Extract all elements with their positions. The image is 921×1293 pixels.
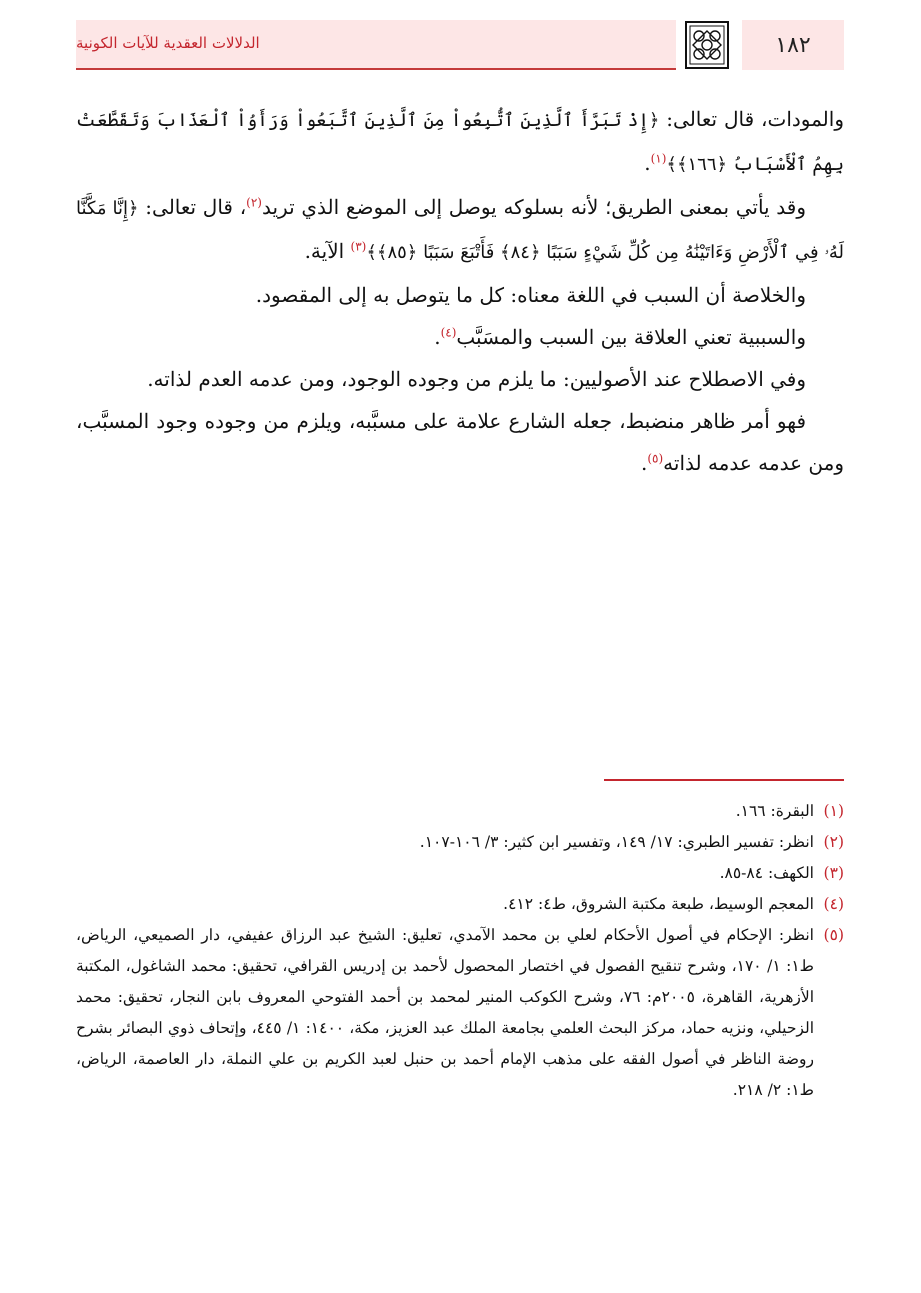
header-band xyxy=(76,20,676,70)
footnote-number: (٥) xyxy=(823,926,844,944)
footnote-ref: (٤) xyxy=(440,325,457,340)
footnote xyxy=(76,920,844,1106)
paragraph xyxy=(76,400,844,484)
page-header xyxy=(76,20,844,70)
paragraph xyxy=(76,316,844,358)
quran-quote: ﴿إِنَّا مَكَّنَّا لَهُۥ فِي ٱلْأَرْضِ وَءَاتَيْنَٰهُ مِن كُلِّ شَيْءٍ سَبَبًا ﴿٨٤﴾ فَأَتْبَعَ سَبَبًا ﴿٨٥﴾﴾ xyxy=(76,198,844,263)
text-span: فهو أمر ظاهر منضبط، جعله الشارع علامة على مسبَّبه، ويلزم من وجوده وجود المسبَّب، ومن عدمه عدمه لذاته xyxy=(76,409,844,475)
footnote xyxy=(76,858,844,889)
paragraph xyxy=(76,186,844,274)
footnote-text: انظر: الإحكام في أصول الأحكام لعلي بن محمد الآمدي، تعليق: الشيخ عبد الرزاق عفيفي، دار الصميعي، الرياض، ط١: ١/ ١٧٠، وشرح تنقيح الفصول في اختصار المحصول لأحمد بن إدريس القرافي، تحقيق: محمد الشاغول، المكتبة الأزهرية، القاهرة، ٢٠٠٥م: ٧٦، وشرح الكوكب المنير لمحمد بن أحمد الفتوحي المعروف بابن النجار، تحقيق: محمد الزحيلي، ونزيه حماد، مركز البحث العلمي بجامعة الملك عبد العزيز، مكة، ١٤٠٠: ١/ ٤٤٥، وإتحاف ذوي البصائر بشرح روضة الناظر في أصول الفقه على مذهب الإمام أحمد بن حنبل لعبد الكريم بن علي النملة، دار العاصمة، الرياض، ط١: ٢/ ٢١٨. xyxy=(76,926,815,1099)
ornament-icon xyxy=(682,20,732,70)
footnote-ref: (١) xyxy=(650,151,667,166)
text-span: . xyxy=(640,451,648,475)
main-text xyxy=(76,98,844,484)
paragraph xyxy=(76,98,844,186)
footnote xyxy=(76,827,844,858)
page-number: ١٨٢ xyxy=(742,20,844,70)
footnote-ref: (٥) xyxy=(647,451,664,466)
footnote-text: المعجم الوسيط، طبعة مكتبة الشروق، ط٤: ٤١٢. xyxy=(503,895,814,913)
footnotes xyxy=(76,796,844,1106)
footnote-number: (٣) xyxy=(823,864,844,882)
footnote-number: (٤) xyxy=(823,895,844,913)
text-span: . xyxy=(434,325,441,349)
footnote-text: انظر: تفسير الطبري: ١٧/ ١٤٩، وتفسير ابن كثير: ٣/ ١٠٦-١٠٧. xyxy=(419,833,814,851)
footnote-number: (٢) xyxy=(823,833,844,851)
footnote-text: البقرة: ١٦٦. xyxy=(735,802,814,820)
footnote-ref: (٢) xyxy=(246,195,262,210)
book-title: الدلالات العقدية للآيات الكونية xyxy=(76,34,260,52)
text-span: ، قال تعالى: xyxy=(138,195,247,219)
text-span: والمودات، قال تعالى: xyxy=(659,107,844,131)
footnote-text: الكهف: ٨٤-٨٥. xyxy=(719,864,814,882)
paragraph: والخلاصة أن السبب في اللغة معناه: كل ما يتوصل به إلى المقصود. xyxy=(255,283,806,307)
footnote-divider xyxy=(604,779,844,781)
footnote xyxy=(76,796,844,827)
text-span: . xyxy=(644,151,651,175)
paragraph: وفي الاصطلاح عند الأصوليين: ما يلزم من وجوده الوجود، ومن عدمه العدم لذاته. xyxy=(147,367,806,391)
footnote-ref: (٣) xyxy=(350,239,367,254)
text-span: والسببية تعني العلاقة بين السبب والمسَبَّب xyxy=(456,325,806,349)
quran-quote: ﴿إِذْ تَبَرَّأَ ٱلَّذِينَ ٱتُّبِعُواْ مِنَ ٱلَّذِينَ ٱتَّبَعُواْ وَرَأَوُاْ ٱلْعَذَابَ وَتَقَطَّعَتْ بِهِمُ ٱلْأَسْبَابُ ﴿١٦٦﴾﴾ xyxy=(76,110,844,175)
footnote xyxy=(76,889,844,920)
text-span: وقد يأتي بمعنى الطريق؛ لأنه بسلوكه يوصل إلى الموضع الذي تريد xyxy=(261,195,807,219)
text-span: الآية. xyxy=(304,239,351,263)
footnote-number: (١) xyxy=(823,802,844,820)
